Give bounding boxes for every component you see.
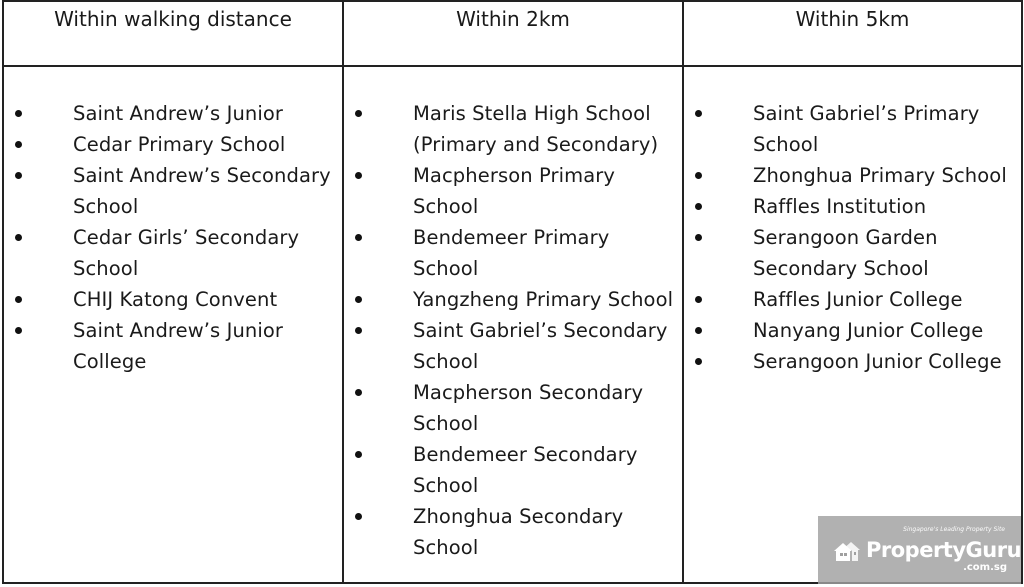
school-list-item	[344, 284, 676, 315]
bullet-icon	[695, 234, 702, 241]
school-name: Cedar Girls’ Secondary School	[73, 226, 300, 280]
school-list-item	[684, 191, 1015, 222]
school-list-5km	[684, 67, 1021, 377]
body-row	[3, 66, 1022, 583]
cell-within-5km	[683, 66, 1022, 583]
watermark-brand: PropertyGuru	[866, 538, 1022, 562]
bullet-icon	[695, 203, 702, 210]
school-name: Zhonghua Secondary School	[413, 505, 624, 559]
bullet-icon	[355, 172, 362, 179]
propertyguru-watermark	[818, 516, 1021, 584]
header-row	[3, 1, 1022, 66]
watermark-tagline: Singapore's Leading Property Site	[903, 526, 1005, 533]
school-list-walking	[4, 67, 342, 377]
school-name: Serangoon Junior College	[753, 350, 1002, 373]
school-list-item	[4, 222, 336, 284]
bullet-icon	[355, 296, 362, 303]
school-list-item	[344, 439, 676, 501]
bullet-icon	[695, 172, 702, 179]
school-name: Raffles Junior College	[753, 288, 963, 311]
bullet-icon	[355, 451, 362, 458]
school-list-2km	[344, 67, 682, 563]
school-name: Saint Andrew’s Secondary School	[73, 164, 331, 218]
school-list-item	[344, 222, 676, 284]
bullet-icon	[15, 327, 22, 334]
header-walking-distance: Within walking distance	[3, 1, 343, 66]
bullet-icon	[355, 234, 362, 241]
bullet-icon	[15, 234, 22, 241]
school-name: CHIJ Katong Convent	[73, 288, 278, 311]
school-name: Raffles Institution	[753, 195, 927, 218]
school-list-item	[344, 501, 676, 563]
school-list-item	[344, 98, 676, 160]
bullet-icon	[15, 110, 22, 117]
school-list-item	[684, 284, 1015, 315]
school-list-item	[684, 315, 1015, 346]
bullet-icon	[695, 110, 702, 117]
bullet-icon	[15, 141, 22, 148]
school-name: Bendemeer Primary School	[413, 226, 610, 280]
school-list-item	[4, 160, 336, 222]
cell-within-2km	[343, 66, 683, 583]
house-icon	[832, 538, 862, 564]
school-name: Nanyang Junior College	[753, 319, 984, 342]
school-name: Maris Stella High School (Primary and Secondary)	[413, 102, 659, 156]
school-list-item	[4, 129, 336, 160]
school-list-item	[4, 98, 336, 129]
school-name: Cedar Primary School	[73, 133, 286, 156]
school-list-item	[684, 160, 1015, 191]
school-list-item	[4, 315, 336, 377]
school-list-item	[684, 222, 1015, 284]
school-name: Serangoon Garden Secondary School	[753, 226, 938, 280]
bullet-icon	[355, 327, 362, 334]
schools-table	[2, 0, 1023, 584]
school-name: Macpherson Primary School	[413, 164, 616, 218]
bullet-icon	[355, 389, 362, 396]
school-name: Saint Gabriel’s Primary School	[753, 102, 980, 156]
bullet-icon	[355, 513, 362, 520]
bullet-icon	[695, 327, 702, 334]
bullet-icon	[15, 172, 22, 179]
bullet-icon	[695, 296, 702, 303]
header-within-5km: Within 5km	[683, 1, 1022, 66]
school-list-item	[344, 377, 676, 439]
watermark-domain: .com.sg	[963, 562, 1007, 573]
school-name: Saint Andrew’s Junior College	[73, 319, 284, 373]
school-name: Zhonghua Primary School	[753, 164, 1007, 187]
bullet-icon	[15, 296, 22, 303]
school-name: Saint Andrew’s Junior	[73, 102, 284, 125]
cell-walking-distance	[3, 66, 343, 583]
school-name: Macpherson Secondary School	[413, 381, 644, 435]
header-within-2km: Within 2km	[343, 1, 683, 66]
school-list-item	[344, 315, 676, 377]
bullet-icon	[695, 358, 702, 365]
school-list-item	[4, 284, 336, 315]
school-name: Yangzheng Primary School	[413, 288, 674, 311]
bullet-icon	[355, 110, 362, 117]
school-list-item	[344, 160, 676, 222]
school-name: Saint Gabriel’s Secondary School	[413, 319, 668, 373]
school-name: Bendemeer Secondary School	[413, 443, 638, 497]
school-list-item	[684, 98, 1015, 160]
school-list-item	[684, 346, 1015, 377]
